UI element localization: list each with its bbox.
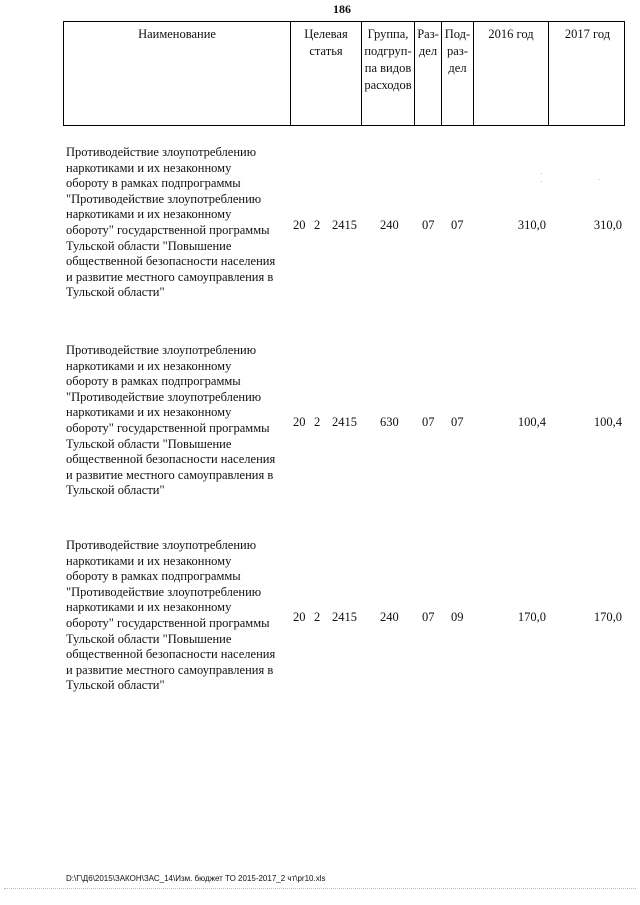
header-group [362,22,415,125]
row-3-subsection: 09 [451,610,464,624]
name-line: Тульской области "Повышение [66,631,232,646]
header-group-line: подгруп- [364,44,412,58]
name-line: обороту в рамках подпрограммы [66,176,241,191]
name-line: Тульской области" [66,678,165,693]
row-1-section: 07 [422,218,435,232]
name-line: наркотиками и их незаконному [66,405,232,420]
name-line: наркотиками и их незаконному [66,207,232,222]
row-1-value-2016: 310,0 [517,218,546,232]
header-subsection-line: Под- [444,27,471,41]
row-1-cs3: 2415 [332,218,357,232]
name-line: Тульской области" [66,285,165,300]
row-3-group: 240 [380,610,399,624]
name-line: и развитие местного самоуправления в [66,662,274,677]
header-section [415,22,442,125]
name-line: Противодействие злоупотреблению [66,343,257,357]
name-line: обороту" государственной программы [66,222,270,237]
name-line: обороту" государственной программы [66,615,270,630]
row-1-subsection: 07 [451,218,464,232]
name-line: и развитие местного самоуправления в [66,467,274,482]
header-2016-label: 2016 год [488,27,534,41]
name-line: обороту в рамках подпрограммы [66,569,241,584]
row-1-group: 240 [380,218,399,232]
row-3-cs1: 20 [293,610,306,624]
name-line: наркотиками и их незаконному [66,600,232,615]
name-line: Тульской области "Повышение [66,436,232,451]
header-subsection [442,22,474,125]
name-line: и развитие местного самоуправления в [66,269,274,284]
row-3-value-2017: 170,0 [593,610,622,624]
scan-speck: · [598,176,601,184]
row-2-section: 07 [422,415,435,429]
name-line: обороту в рамках подпрограммы [66,374,241,389]
header-2017 [549,22,626,125]
name-line: Тульской области "Повышение [66,238,232,253]
footer-file-path: D:\Г\Д6\2015\ЗАКОН\ЗАС_14\Изм. бюджет ТО 2015-2017_2 чт\pr10.xls [66,874,326,883]
row-2-name [66,343,300,499]
name-line: Тульской области" [66,483,165,498]
header-2017-label: 2017 год [564,27,611,41]
row-1-cs2: 2 [314,218,321,232]
name-line: "Противодействие злоупотреблению [66,584,262,599]
row-1-name [66,145,300,301]
row-2-group: 630 [380,415,399,429]
name-line: "Противодействие злоупотреблению [66,389,262,404]
header-subsection-line: раз- [447,44,468,58]
name-line: наркотиками и их незаконному [66,358,232,373]
header-target-article-line: Целевая [304,27,348,41]
row-3-cs2: 2 [314,610,321,624]
name-line: наркотиками и их незаконному [66,553,232,568]
row-1-cs1: 20 [293,218,306,232]
header-section-line: дел [418,44,438,58]
header-group-line: па видов [364,61,412,75]
header-group-line: Группа, [367,27,409,41]
page-number: 186 [333,2,351,16]
name-line: обороту" государственной программы [66,420,270,435]
header-target-article [291,22,362,125]
scan-speck: · [540,178,543,186]
header-name [64,22,291,125]
name-line: "Противодействие злоупотреблению [66,191,262,206]
row-3-section: 07 [422,610,435,624]
row-2-value-2016: 100,4 [517,415,546,429]
row-2-cs2: 2 [314,415,321,429]
row-3-cs3: 2415 [332,610,357,624]
name-line: Противодействие злоупотреблению [66,145,257,159]
scan-edge-dots [4,888,636,889]
header-2016 [474,22,549,125]
row-2-value-2017: 100,4 [593,415,622,429]
header-target-article-line: статья [309,44,343,58]
name-line: общественной безопасности населения [66,452,276,467]
header-group-line: расходов [364,78,412,92]
row-2-cs3: 2415 [332,415,357,429]
row-1-value-2017: 310,0 [593,218,622,232]
header-section-line: Раз- [417,27,439,41]
row-3-name [66,538,300,694]
header-name-label: Наименование [138,27,216,41]
row-2-cs1: 20 [293,415,306,429]
name-line: общественной безопасности населения [66,647,276,662]
row-3-value-2016: 170,0 [517,610,546,624]
name-line: наркотиками и их незаконному [66,160,232,175]
header-subsection-line: дел [448,61,467,75]
row-2-subsection: 07 [451,415,464,429]
name-line: общественной безопасности населения [66,254,276,269]
table-header [63,21,625,126]
scan-speck: · [540,170,543,178]
name-line: Противодействие злоупотреблению [66,538,257,552]
